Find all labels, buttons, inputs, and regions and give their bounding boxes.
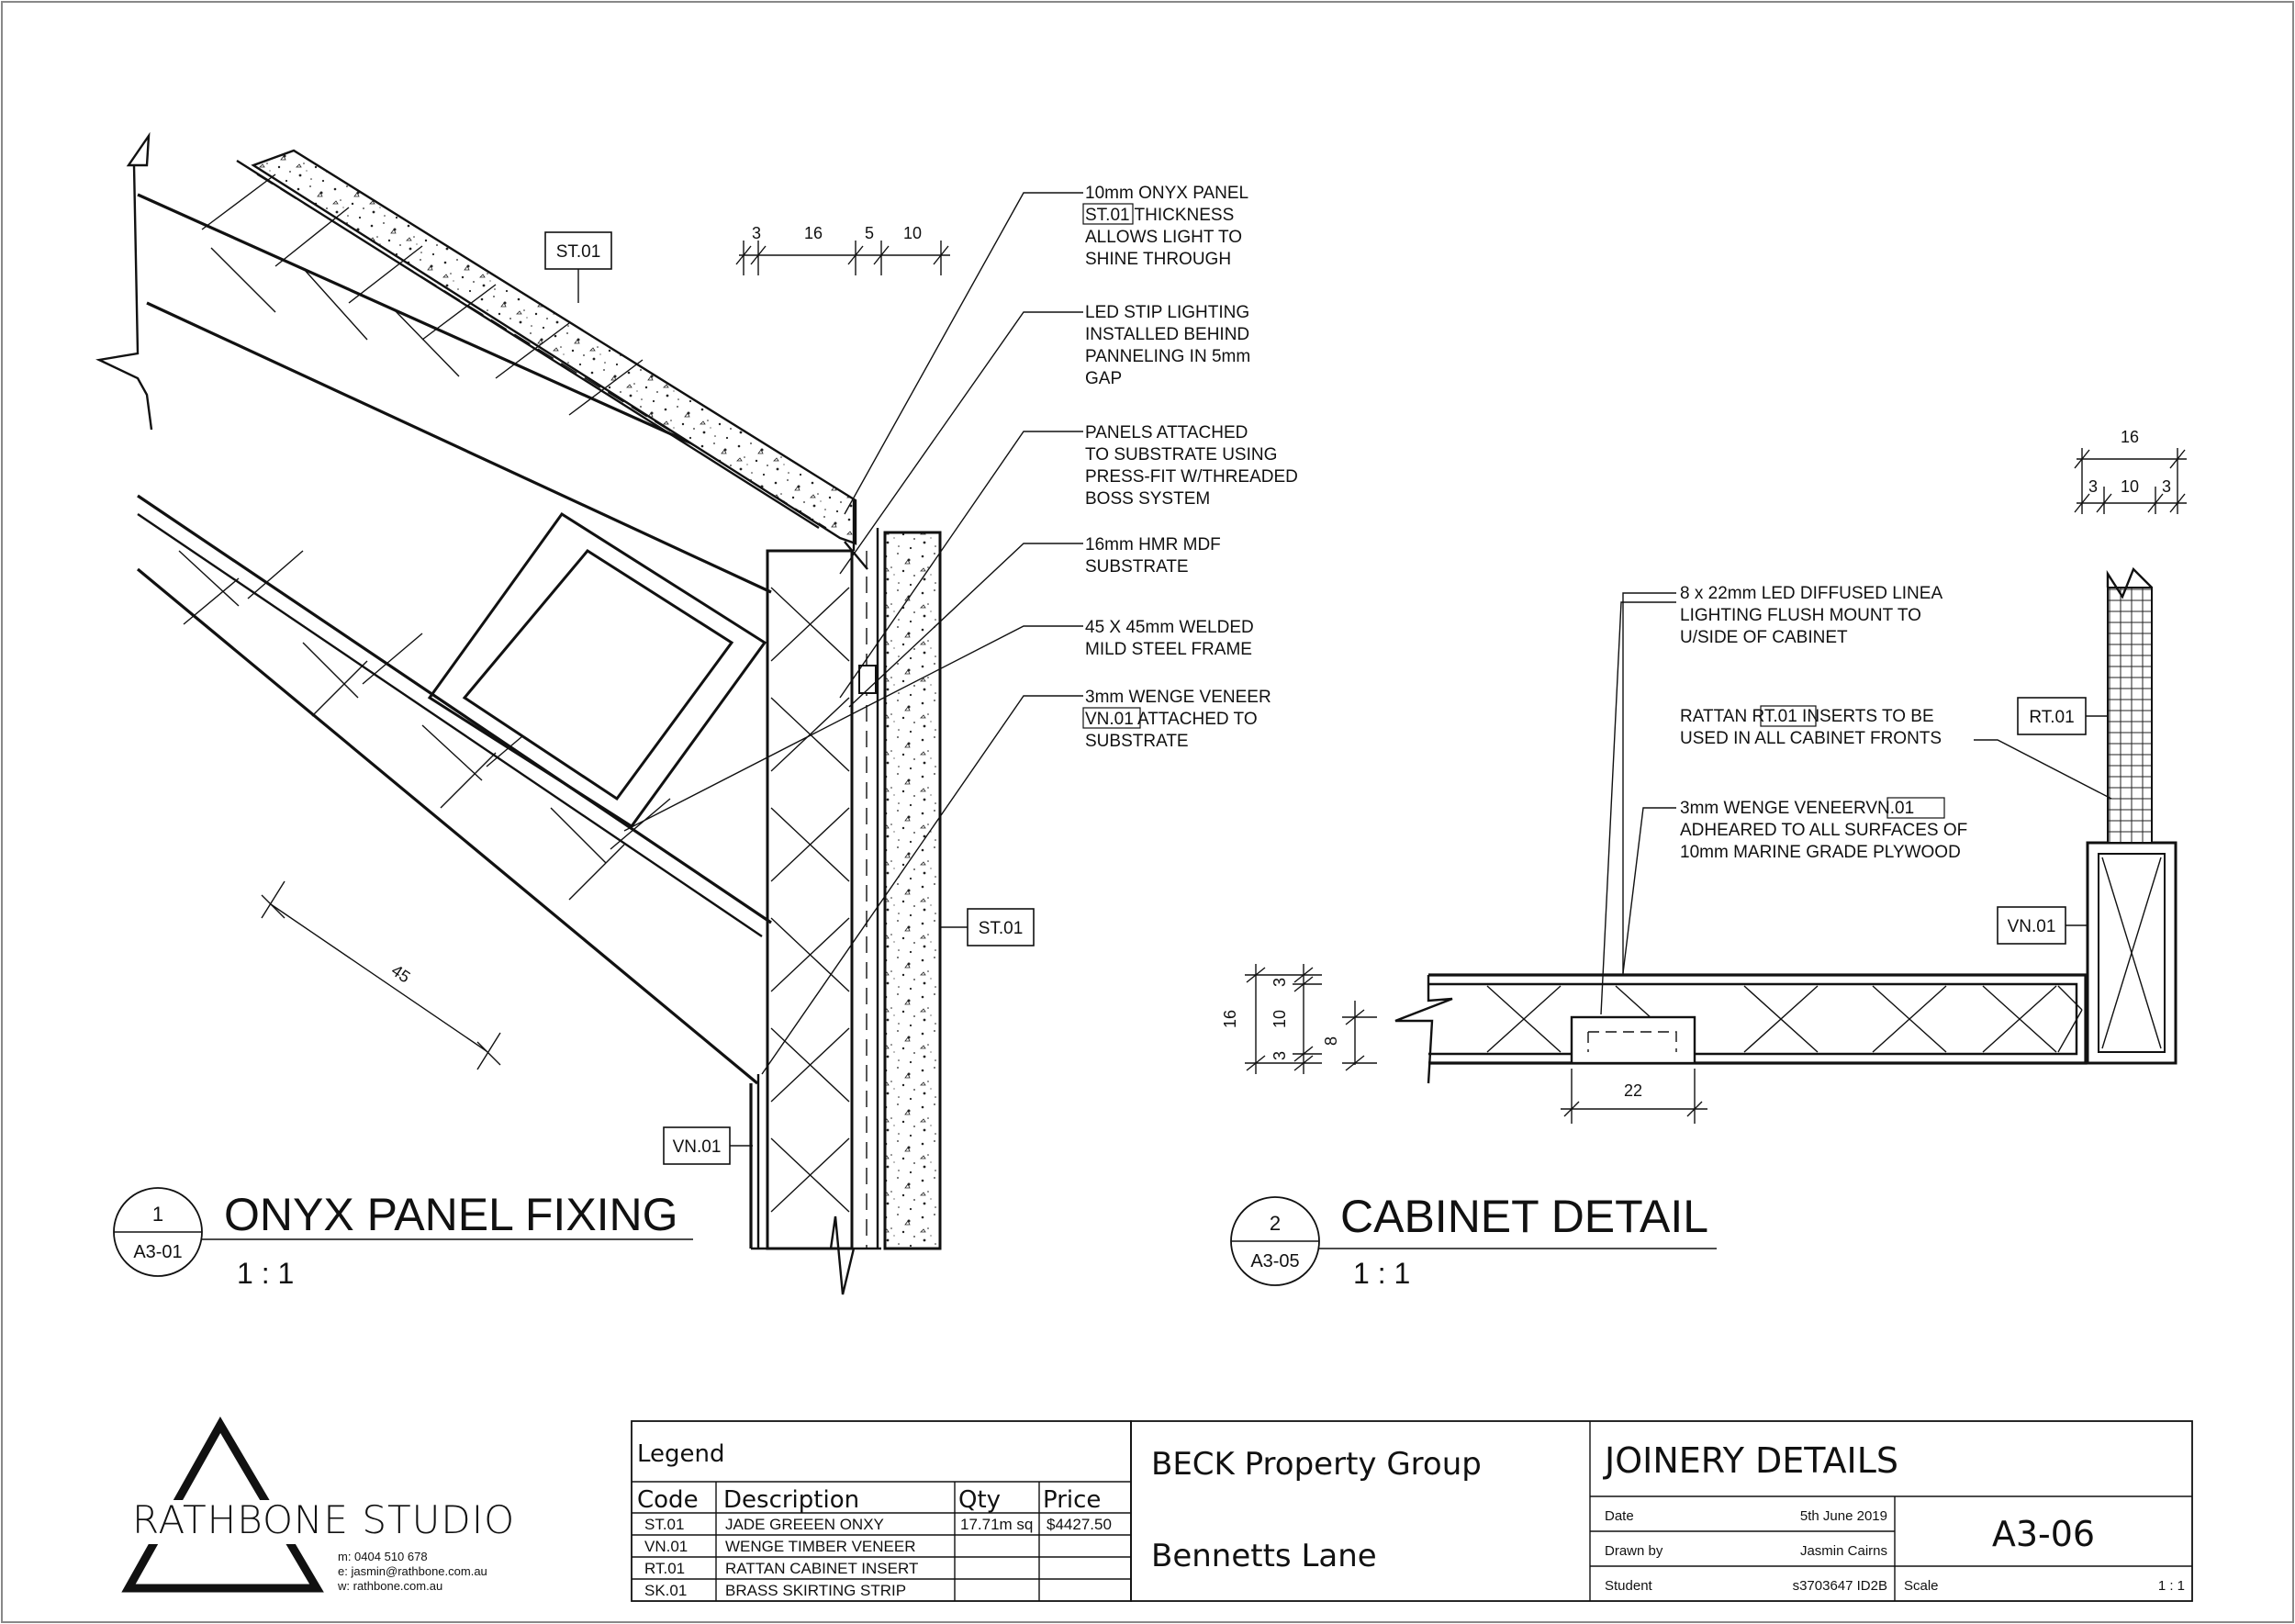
- legend-header-qty: Qty: [958, 1486, 1002, 1514]
- dim-3a-top: 3: [2088, 477, 2099, 496]
- dim-3: 3: [751, 224, 762, 242]
- student-value: s3703647 ID2B: [1792, 1578, 1887, 1594]
- tag-vn01: [664, 1127, 753, 1164]
- tag-vn01-cabinet: [1998, 907, 2088, 944]
- client-name: BECK Property Group: [1151, 1446, 1482, 1483]
- dim-3a-left: 3: [1271, 977, 1289, 988]
- detail-sheet-ref: A3-05: [1250, 1251, 1300, 1271]
- date-value: 5th June 2019: [1799, 1508, 1887, 1524]
- site-name: Bennetts Lane: [1151, 1538, 1377, 1574]
- dim-3b-left: 3: [1271, 1050, 1289, 1061]
- note-onyx-panel: 10mm ONYX PANEL ST.01 THICKNESS ALLOWS LIGHT TO SHINE THROUGH: [1085, 184, 1248, 269]
- dim-8-left: 8: [1322, 1036, 1340, 1047]
- note-rattan-inserts: RATTAN RT.01 INSERTS TO BE USED IN ALL CABINET FRONTS: [1680, 707, 1942, 748]
- cabinet-detail-drawing: [1221, 428, 2187, 1290]
- legend-code: VN.01: [644, 1538, 688, 1555]
- studio-name: RATHBONE STUDIO: [132, 1497, 516, 1542]
- detail-number: 1: [151, 1203, 164, 1226]
- student-label: Student: [1605, 1578, 1652, 1594]
- svg-text:RT.01: RT.01: [2029, 708, 2075, 727]
- dim-10-left: 10: [1271, 1009, 1289, 1029]
- scale-label: Scale: [1904, 1578, 1939, 1594]
- legend-description: JADE GREEEN ONXY: [725, 1516, 884, 1533]
- legend-header-description: Description: [723, 1486, 860, 1514]
- cabinet-detail-title: [1231, 1191, 1717, 1290]
- legend-description: WENGE TIMBER VENEER: [725, 1538, 916, 1555]
- onyx-panel-section: [253, 151, 856, 543]
- dim-45: [262, 881, 500, 1070]
- tag-rt01: [2018, 698, 2108, 734]
- sheet-number: A3-06: [1991, 1514, 2096, 1554]
- drawing-title: JOINERY DETAILS: [1605, 1440, 1899, 1481]
- note-panels-attached: PANELS ATTACHED TO SUBSTRATE USING PRESS-FIT W/THREADED BOSS SYSTEM: [1085, 423, 1298, 509]
- note-wenge-plywood: 3mm WENGE VENEERVN.01 ADHEARED TO ALL SURFACES OF 10mm MARINE GRADE PLYWOOD: [1680, 799, 1968, 862]
- svg-text:VN.01: VN.01: [672, 1137, 722, 1157]
- legend-description: BRASS SKIRTING STRIP: [725, 1582, 907, 1599]
- tag-st01-right: [940, 909, 1034, 946]
- scale-value: 1 : 1: [2157, 1578, 2185, 1594]
- detail-scale: 1 : 1: [237, 1257, 295, 1290]
- dim-16: 16: [803, 224, 823, 242]
- dim-45-label: 45: [387, 960, 414, 987]
- note-led-linea: 8 x 22mm LED DIFFUSED LINEA LIGHTING FLUSH MOUNT TO U/SIDE OF CABINET: [1680, 584, 1942, 647]
- legend-code: RT.01: [644, 1560, 686, 1577]
- detail-sheet-ref: A3-01: [133, 1242, 183, 1262]
- detail-scale: 1 : 1: [1353, 1257, 1411, 1290]
- svg-text:ST.01: ST.01: [978, 919, 1024, 938]
- detail-title: ONYX PANEL FIXING: [224, 1189, 678, 1240]
- studio-logo: [101, 1416, 515, 1599]
- detail-title: CABINET DETAIL: [1340, 1191, 1709, 1242]
- date-label: Date: [1605, 1508, 1634, 1524]
- svg-text:VN.01: VN.01: [2007, 917, 2056, 936]
- onyx-panel-fixing-drawing: [99, 136, 1303, 1294]
- studio-web: w: rathbone.com.au: [338, 1579, 443, 1593]
- tag-st01-top: [545, 232, 611, 303]
- dim-10-top: 10: [2120, 477, 2140, 496]
- dim-3b-top: 3: [2161, 477, 2172, 496]
- dim-chain-top: [736, 224, 950, 275]
- project-title-block: [1131, 1421, 2192, 1601]
- onyx-panel-vertical: [885, 532, 940, 1249]
- note-led-strip: LED STIP LIGHTING INSTALLED BEHIND PANNELING IN 5mm GAP: [1085, 303, 1251, 388]
- dim-22: [1561, 1069, 1707, 1124]
- note-mdf-substrate: 16mm HMR MDF SUBSTRATE: [1085, 535, 1221, 577]
- note-steel-frame: 45 X 45mm WELDED MILD STEEL FRAME: [1085, 618, 1254, 659]
- detail-number: 2: [1269, 1212, 1282, 1235]
- dim-5: 5: [864, 224, 875, 242]
- legend-header-price: Price: [1043, 1486, 1102, 1514]
- note-wenge-veneer: 3mm WENGE VENEER VN.01 ATTACHED TO SUBSTRATE: [1085, 688, 1271, 751]
- dim-16-top: 16: [2120, 428, 2140, 446]
- legend-price: $4427.50: [1047, 1516, 1112, 1533]
- dim-16-left: 16: [1221, 1009, 1239, 1029]
- legend-description: RATTAN CABINET INSERT: [725, 1560, 919, 1577]
- svg-text:22: 22: [1623, 1081, 1643, 1100]
- legend-code: SK.01: [644, 1582, 688, 1599]
- svg-text:ST.01: ST.01: [555, 242, 601, 262]
- drawn-by-value: Jasmin Cairns: [1799, 1543, 1887, 1559]
- dim-chain-cabinet-left: [1221, 964, 1377, 1074]
- rattan-insert-section: [2108, 588, 2152, 843]
- studio-email: e: jasmin@rathbone.com.au: [338, 1564, 487, 1578]
- legend-table: [632, 1421, 1131, 1601]
- legend-code: ST.01: [644, 1516, 685, 1533]
- dim-chain-cabinet-top: [2075, 428, 2187, 514]
- legend-title: Legend: [637, 1440, 725, 1468]
- legend-header-code: Code: [637, 1486, 699, 1514]
- legend-qty: 17.71m sq: [960, 1516, 1034, 1533]
- onyx-detail-title: [114, 1188, 693, 1290]
- drawn-by-label: Drawn by: [1605, 1543, 1663, 1559]
- dim-10: 10: [902, 224, 923, 242]
- studio-phone: m: 0404 510 678: [338, 1550, 428, 1563]
